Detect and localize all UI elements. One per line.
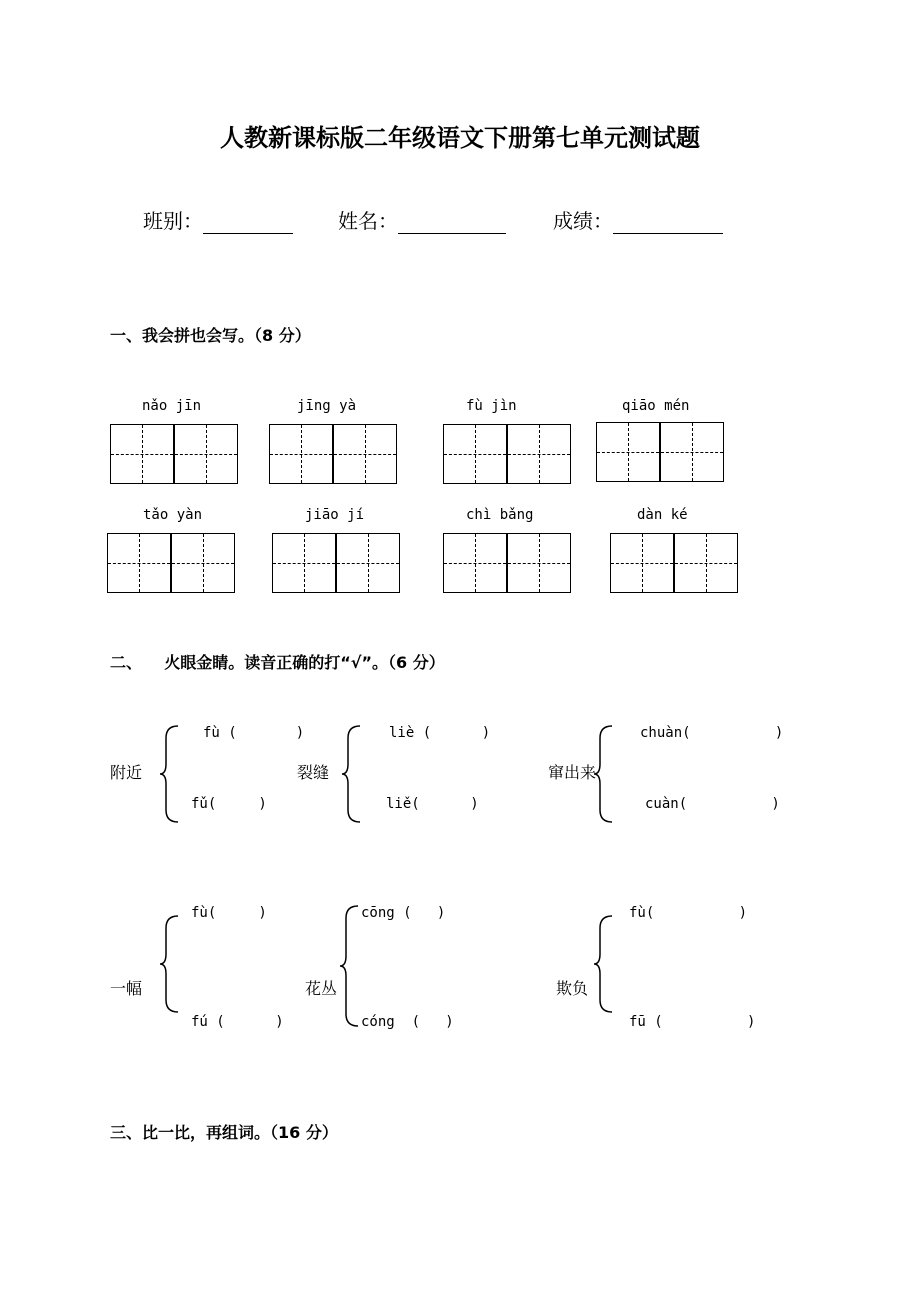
writing-grid-box[interactable] — [336, 533, 400, 593]
pinyin-option[interactable]: liè ( ) — [389, 725, 491, 741]
pinyin-option[interactable]: cóng ( ) — [361, 1014, 454, 1030]
class-field[interactable] — [143, 205, 293, 234]
pinyin-option[interactable]: cuàn( ) — [645, 796, 780, 812]
writing-grid-box[interactable] — [674, 533, 738, 593]
writing-grid-box[interactable] — [507, 424, 571, 484]
curly-brace-icon — [594, 914, 618, 1014]
writing-grid-box[interactable] — [171, 533, 235, 593]
pinyin-label: dàn ké — [637, 507, 688, 523]
name-field[interactable] — [338, 205, 506, 234]
writing-grid-box[interactable] — [107, 533, 171, 593]
question-word: 附近 — [110, 763, 143, 782]
name-label: 姓名： — [338, 209, 398, 233]
page-title: 人教新课标版二年级语文下册第七单元测试题 — [220, 124, 700, 152]
pinyin-option[interactable]: fù( ) — [191, 905, 267, 921]
curly-brace-icon — [594, 724, 618, 824]
writing-grid-box[interactable] — [272, 533, 336, 593]
pinyin-label: qiāo mén — [622, 398, 690, 414]
writing-grid-box[interactable] — [443, 533, 507, 593]
curly-brace-icon — [160, 724, 184, 824]
pinyin-option[interactable]: fū ( ) — [629, 1014, 756, 1030]
writing-grid-box[interactable] — [269, 424, 333, 484]
pinyin-option[interactable]: chuàn( ) — [640, 725, 784, 741]
question-word: 一幅 — [110, 979, 143, 998]
pinyin-label: tǎo yàn — [143, 507, 203, 523]
score-field[interactable] — [553, 205, 723, 234]
pinyin-label: fù jìn — [466, 398, 517, 414]
writing-grid-box[interactable] — [110, 424, 174, 484]
pinyin-label: chì bǎng — [466, 507, 534, 523]
writing-grid-box[interactable] — [507, 533, 571, 593]
writing-grid-box[interactable] — [660, 422, 724, 482]
writing-grid-box[interactable] — [443, 424, 507, 484]
pinyin-option[interactable]: fú ( ) — [191, 1014, 284, 1030]
writing-grid-box[interactable] — [333, 424, 397, 484]
pinyin-label: jīng yà — [297, 398, 357, 414]
pinyin-label: nǎo jīn — [142, 398, 202, 414]
curly-brace-icon — [342, 724, 366, 824]
curly-brace-icon — [340, 904, 364, 1028]
question-word: 花丛 — [305, 979, 338, 998]
curly-brace-icon — [160, 914, 184, 1014]
score-label: 成绩： — [553, 209, 613, 233]
pinyin-option[interactable]: fǔ( ) — [191, 796, 267, 812]
writing-grid-box[interactable] — [610, 533, 674, 593]
question-word: 裂缝 — [297, 763, 330, 782]
question-word: 窜出来 — [548, 763, 597, 782]
question-word: 欺负 — [556, 979, 589, 998]
score-blank[interactable] — [613, 209, 723, 234]
pinyin-option[interactable]: fù( ) — [629, 905, 748, 921]
name-blank[interactable] — [398, 209, 506, 234]
pinyin-option[interactable]: fù ( ) — [203, 725, 305, 741]
class-label: 班别： — [143, 209, 203, 233]
section-2-heading: 二、 火眼金睛。读音正确的打“√”。（6 分） — [110, 653, 445, 672]
class-blank[interactable] — [203, 209, 293, 234]
pinyin-option[interactable]: cōng ( ) — [361, 905, 446, 921]
section-1-heading: 一、我会拼也会写。（8 分） — [110, 326, 311, 345]
pinyin-option[interactable]: liě( ) — [386, 796, 479, 812]
writing-grid-box[interactable] — [596, 422, 660, 482]
pinyin-label: jiāo jí — [305, 507, 365, 523]
writing-grid-box[interactable] — [174, 424, 238, 484]
section-3-heading: 三、比一比，再组词。（16 分） — [110, 1123, 338, 1142]
